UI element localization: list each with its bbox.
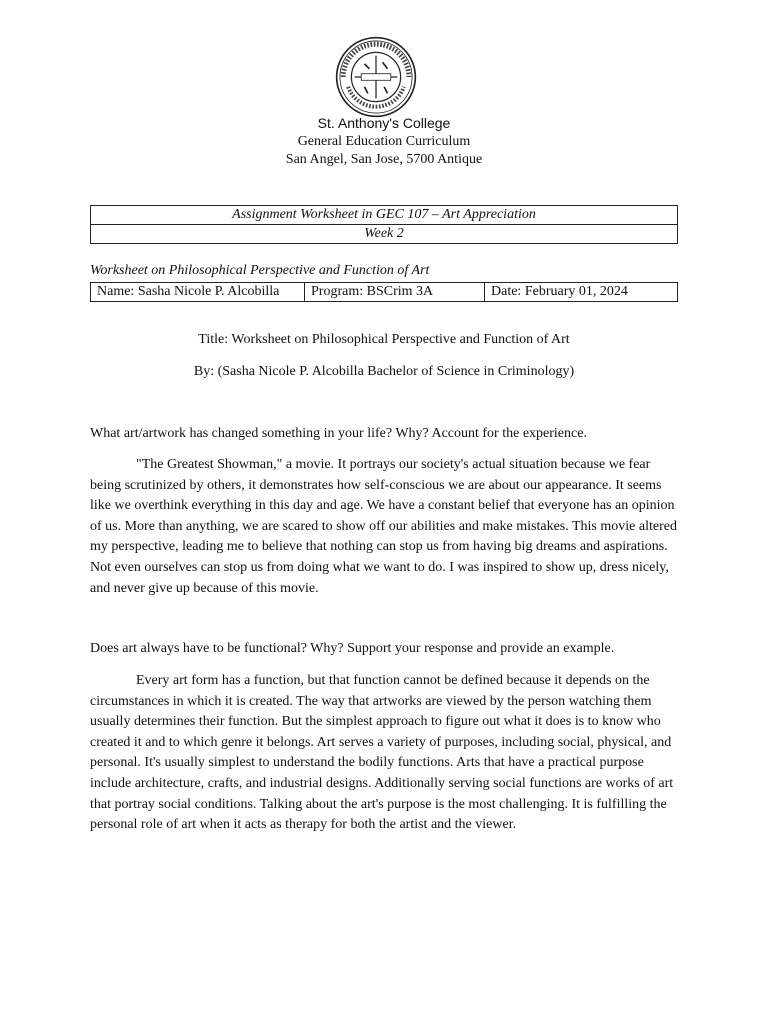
submission-date: Date: February 01, 2024 <box>491 284 628 299</box>
student-name: Name: Sasha Nicole P. Alcobilla <box>91 283 305 301</box>
worksheet-label: Worksheet on Philosophical Perspective and Function of Art <box>90 263 430 278</box>
question-1: What art/artwork has changed something in your life? Why? Account for the experience. <box>90 426 587 441</box>
assignment-title-box <box>90 205 678 244</box>
college-seal-icon <box>335 36 417 118</box>
assignment-week: Week 2 <box>91 224 677 243</box>
department-name: General Education Curriculum <box>297 134 471 149</box>
assignment-title: Assignment Worksheet in GEC 107 – Art Appreciation <box>232 207 536 222</box>
answer-2: Every art form has a function, but that function cannot be defined because it depends on the circumstances in which it is created. The way that artworks are viewed by the person watching them usually determines their function. But the simplest approach to figure out what it does is to know who created it and to which genre it belongs. Art serves a variety of purposes, including social, physical, and personal. It's usually simplest to understand the bodily functions. Arts that have a practical purpose include architecture, crafts, and industrial designs. Additionally serving social functions are works of art that portray social conditions. Talking about the art's purpose is the most challenging. It is fulfilling the personal role of art when it acts as therapy for both the artist and the viewer. <box>90 673 674 833</box>
college-address: San Angel, San Jose, 5700 Antique <box>285 152 483 167</box>
student-info-table <box>90 282 678 302</box>
student-program: Program: BSCrim 3A <box>305 283 485 301</box>
document-author: By: (Sasha Nicole P. Alcobilla Bachelor of Science in Criminology) <box>193 364 575 379</box>
document-title: Title: Worksheet on Philosophical Perspective and Function of Art <box>198 332 570 347</box>
college-name: St. Anthony's College <box>317 115 451 131</box>
question-2: Does art always have to be functional? Why? Support your response and provide an example. <box>90 641 615 656</box>
answer-1: "The Greatest Showman," a movie. It portrays our society's actual situation because we fear being scrutinized by others, it demonstrates how self-conscious we are about our appearance. It seems like we overthink everything in this day and age. We have a constant belief that everyone has an opinion of us. More than anything, we are scared to show off our abilities and make mistakes. This movie altered my perspective, leading me to believe that nothing can stop us from having big dreams and aspirations. Not even ourselves can stop us from doing what we want to do. I was inspired to show up, dress nicely, and never give up because of this movie. <box>90 457 677 596</box>
